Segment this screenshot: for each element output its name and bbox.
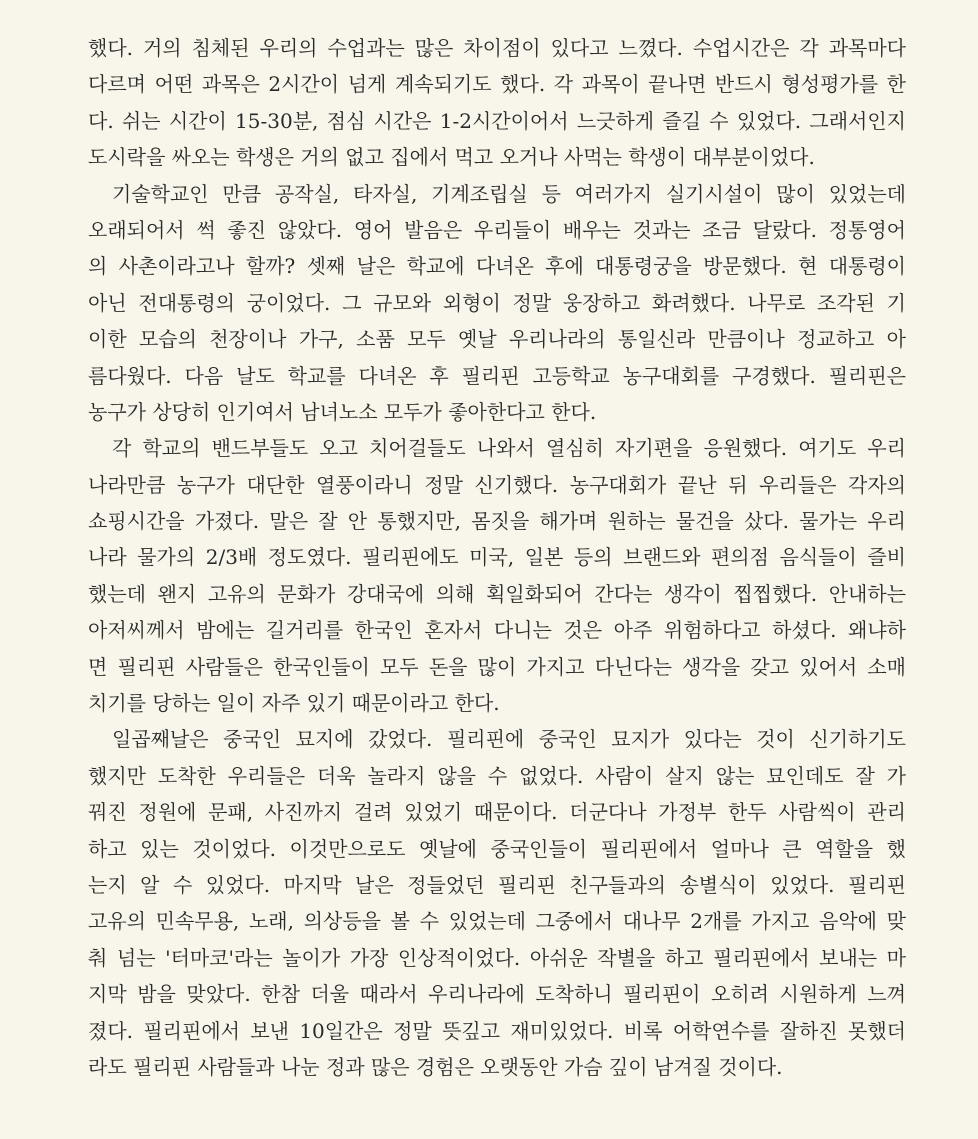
body-text <box>88 30 906 1085</box>
paragraph-1 <box>88 30 906 176</box>
text-line: 일곱째날은 중국인 묘지에 갔었다. 필리핀에 중국인 묘지가 있다는 것이 신기하기도 <box>112 727 906 752</box>
text-line: 아저씨께서 밤에는 길거리를 한국인 혼자서 다니는 것은 아주 위험하다고 하셨다. 왜냐하 <box>88 618 906 643</box>
text-line: 했다. 거의 침체된 우리의 수업과는 많은 차이점이 있다고 느꼈다. 수업시간은 각 과목마다 <box>88 36 906 60</box>
text-line: 오래되어서 썩 좋진 않았다. 영어 발음은 우리들이 배우는 것과는 조금 달랐다. 정통영어 <box>88 217 906 242</box>
text-line: 아닌 전대통령의 궁이었다. 그 규모와 외형이 정말 웅장하고 화려했다. 나무로 조각된 기 <box>88 290 906 315</box>
text-line: 졌다. 필리핀에서 보낸 10일간은 정말 뜻깊고 재미있었다. 비록 어학연수를 잘하진 못했더 <box>88 1018 906 1043</box>
text-line: 농구가 상당히 인기여서 남녀노소 모두가 좋아한다고 한다. <box>88 399 597 424</box>
text-line: 는지 알 수 있었다. 마지막 날은 정들었던 필리핀 친구들과의 송별식이 있었다. 필리핀 <box>88 872 906 897</box>
text-line: 다. 쉬는 시간이 15-30분, 점심 시간은 1-2시간이어서 느긋하게 즐길 수 있었다. 그래서인지 <box>88 108 906 133</box>
paragraph-2 <box>88 176 906 431</box>
text-line: 각 학교의 밴드부들도 오고 치어걸들도 나와서 열심히 자기편을 응원했다. 여기도 우리 <box>112 436 906 461</box>
text-line: 면 필리핀 사람들은 한국인들이 모두 돈을 많이 가지고 다닌다는 생각을 갖고 있어서 소매 <box>88 654 906 679</box>
text-line: 라도 필리핀 사람들과 나눈 정과 많은 경험은 오랫동안 가슴 깊이 남겨질 것이다. <box>88 1054 783 1079</box>
text-line: 꿔진 정원에 문패, 사진까지 걸려 있었기 때문이다. 더군다나 가정부 한두 사람씩이 관리 <box>88 800 906 825</box>
text-line: 기술학교인 만큼 공작실, 타자실, 기계조립실 등 여러가지 실기시설이 많이 있었는데 <box>112 181 906 206</box>
text-line: 나라 물가의 2/3배 정도였다. 필리핀에도 미국, 일본 등의 브랜드와 편의점 음식들이 즐비 <box>88 545 906 570</box>
text-line: 다르며 어떤 과목은 2시간이 넘게 계속되기도 했다. 각 과목이 끝나면 반드시 형성평가를 한 <box>88 72 906 97</box>
text-line: 름다웠다. 다음 날도 학교를 다녀온 후 필리핀 고등학교 농구대회를 구경했다. 필리핀은 <box>88 363 906 388</box>
text-line: 치기를 당하는 일이 자주 있기 때문이라고 한다. <box>88 691 500 716</box>
text-line: 했는데 왠지 고유의 문화가 강대국에 의해 획일화되어 간다는 생각이 찝찝했다. 안내하는 <box>88 581 906 606</box>
text-line: 의 사촌이라고나 할까? 셋째 날은 학교에 다녀온 후에 대통령궁을 방문했다. 현 대통령이 <box>88 254 906 279</box>
text-line: 도시락을 싸오는 학생은 거의 없고 집에서 먹고 오거나 사먹는 학생이 대부분이었다. <box>88 145 815 170</box>
text-line: 하고 있는 것이었다. 이것만으로도 옛날에 중국인들이 필리핀에서 얼마나 큰 역할을 했 <box>88 836 906 861</box>
text-line: 춰 넘는 '터마코'라는 놀이가 가장 인상적이었다. 아쉬운 작별을 하고 필리핀에서 보내는 마 <box>88 945 906 970</box>
paragraph-4 <box>88 721 906 1085</box>
text-line: 쇼핑시간을 가졌다. 말은 잘 안 통했지만, 몸짓을 해가며 원하는 물건을 샀다. 물가는 우리 <box>88 509 906 534</box>
text-line: 이한 모습의 천장이나 가구, 소품 모두 옛날 우리나라의 통일신라 만큼이나 정교하고 아 <box>88 327 906 352</box>
paragraph-3 <box>88 430 906 721</box>
text-line: 나라만큼 농구가 대단한 열풍이라니 정말 신기했다. 농구대회가 끝난 뒤 우리들은 각자의 <box>88 472 906 497</box>
text-line: 했지만 도착한 우리들은 더욱 놀라지 않을 수 없었다. 사람이 살지 않는 묘인데도 잘 가 <box>88 763 906 788</box>
text-line: 고유의 민속무용, 노래, 의상등을 볼 수 있었는데 그중에서 대나무 2개를 가지고 음악에 맞 <box>88 909 906 934</box>
text-line: 지막 밤을 맞았다. 한참 더울 때라서 우리나라에 도착하니 필리핀이 오히려 시원하게 느껴 <box>88 982 906 1007</box>
